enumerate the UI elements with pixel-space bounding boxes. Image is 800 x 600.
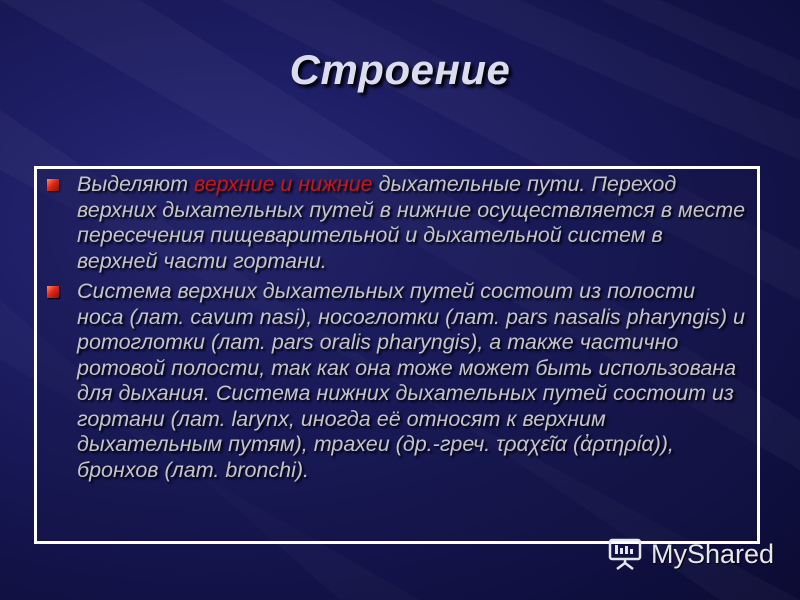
watermark-text: MyShared xyxy=(651,538,775,569)
content-frame xyxy=(34,166,760,544)
bullet-1-highlight: верхние и нижние xyxy=(193,172,373,196)
bullet-square-icon xyxy=(47,286,59,298)
bullet-1-text-end: дыхательные пути. Переход верхних дыхательных путей в нижние осуществляется в месте пересечения пищеварительной и дыхательной систем в верхней части гортани. xyxy=(77,172,746,273)
bullet-item-2 xyxy=(47,279,747,483)
bullet-list xyxy=(47,172,747,488)
bullet-square-icon xyxy=(47,179,59,191)
bullet-2-text: Система верхних дыхательных путей состоит из полости носа (лат. cavum nasi), носоглотки (лат. pars nasalis pharyngis) и ротоглотки (лат. pars oralis pharyngis), а также частично ротовой полости, так как она тоже может быть использована для дыхания. Система нижних дыхательных путей состоит из гортани (лат. larynx, иногда её относят к верхним дыхательным путям), трахеи (др.-греч. τραχεῖα (ἀρτηρία)), бронхов (лат. bronchi). xyxy=(77,279,745,482)
bullet-1-text-start: Выделяют xyxy=(77,172,194,196)
watermark-logo xyxy=(607,536,774,572)
presentation-screen-icon xyxy=(607,536,643,572)
bullet-item-1 xyxy=(47,172,747,274)
slide-title: Строение xyxy=(289,46,511,93)
